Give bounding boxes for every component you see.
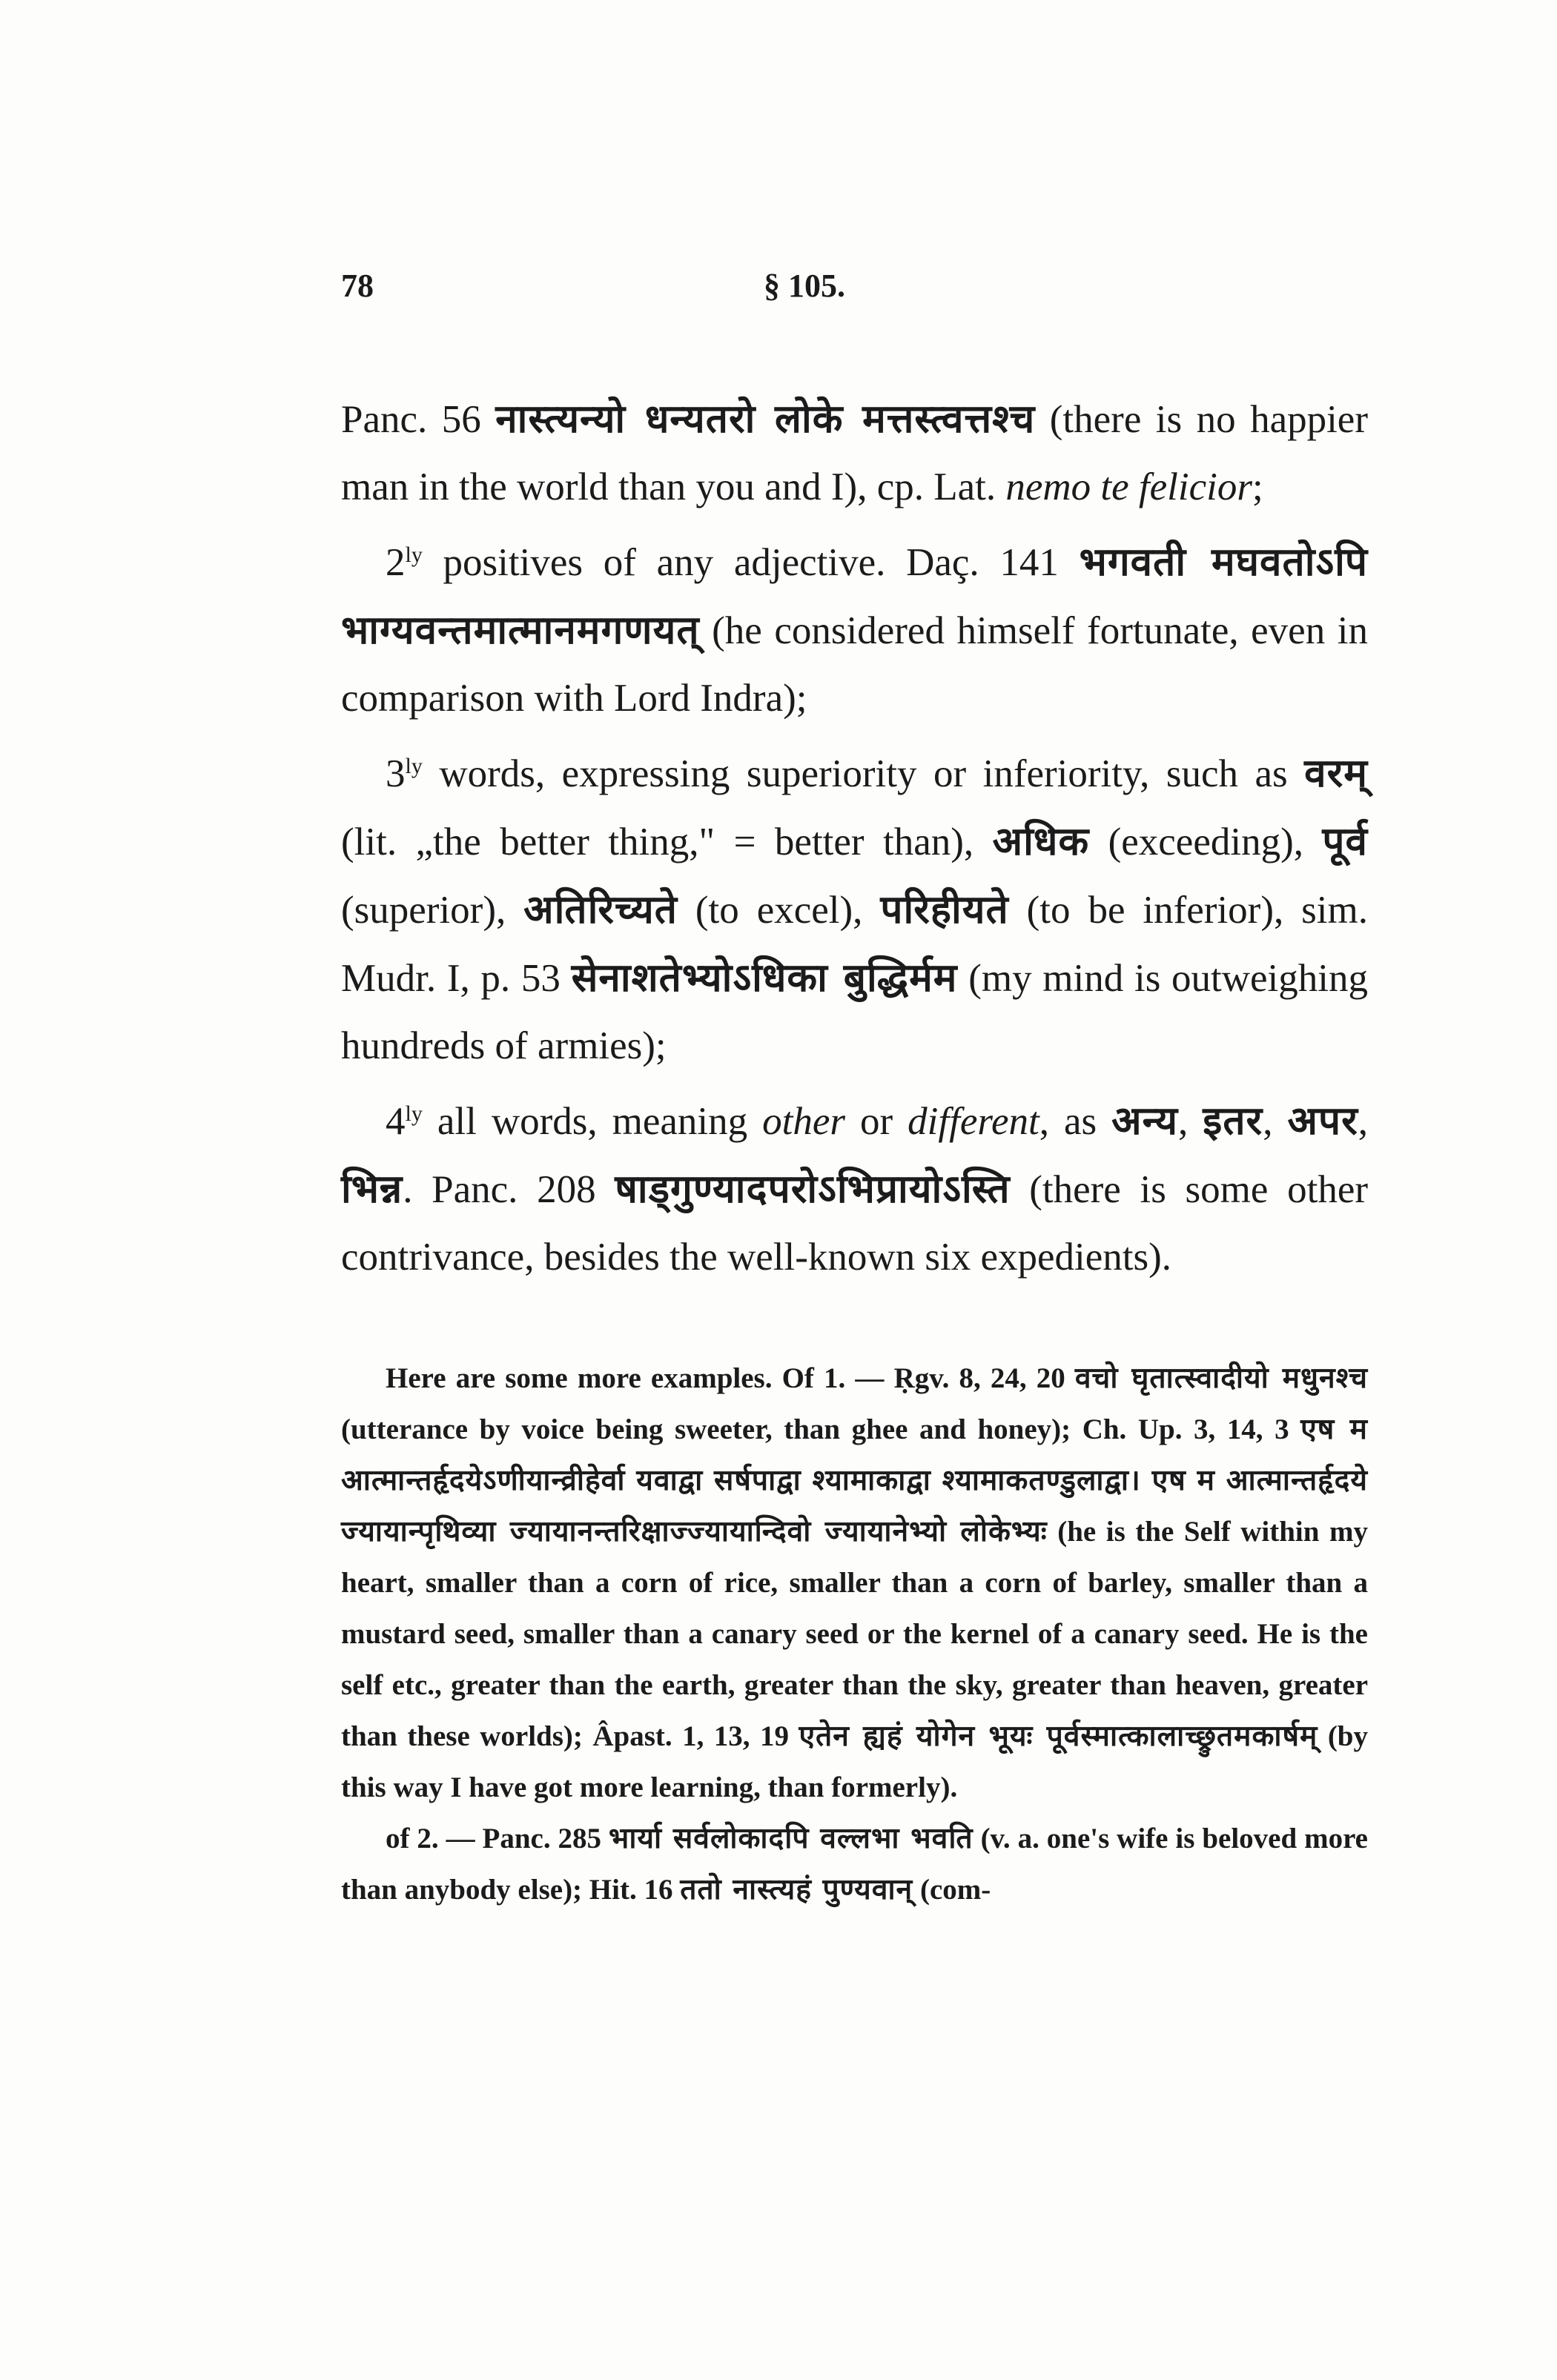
sanskrit-text: वचो घृतात्स्वादीयो मधुनश्च bbox=[1074, 1362, 1368, 1395]
text-run: words, expressing superiority or inferiority, such as bbox=[422, 752, 1305, 795]
italic-text: different bbox=[908, 1100, 1039, 1143]
text-run: positives of any adjective. Daç. 141 bbox=[422, 541, 1080, 584]
page-header bbox=[341, 267, 1364, 311]
ordinal-suffix: ly bbox=[405, 754, 423, 778]
text-run: (he is the Self within my heart, smaller than a corn of rice, smaller than a corn of barley, smaller than a mustard seed, smaller than a canary seed or the kernel of a canary seed. He is the self etc., greater than the earth, greater than the sky, greater than heaven, greater than these worlds); Âpast. 1, 13, 19 bbox=[341, 1516, 1368, 1752]
text-run: (superior), bbox=[341, 889, 524, 932]
paragraph bbox=[341, 732, 1368, 1080]
text-run: (he considered himself fortunate, even in comparison with Lord Indra); bbox=[341, 609, 1368, 720]
sanskrit-text: पूर्व bbox=[1322, 819, 1368, 864]
sanskrit-text: सेनाशतेभ्योऽधिका बुद्धिर्मम bbox=[571, 955, 958, 1001]
text-run: 4 bbox=[386, 1100, 406, 1143]
text-run: ; bbox=[1252, 465, 1263, 508]
paragraph bbox=[341, 1080, 1368, 1291]
footnote-examples-text bbox=[341, 1353, 1368, 1915]
text-run: . Panc. 208 bbox=[403, 1168, 615, 1211]
text-run: (to excel), bbox=[677, 889, 881, 932]
ordinal-suffix: ly bbox=[405, 1101, 423, 1126]
text-run: or bbox=[845, 1100, 908, 1143]
paragraph bbox=[341, 1353, 1368, 1813]
sanskrit-text: परिहीयते bbox=[880, 887, 1009, 932]
text-run: (to be inferior), sim. Mudr. I, p. 53 bbox=[341, 889, 1368, 1000]
text-run: (com- bbox=[913, 1874, 991, 1906]
text-run: , bbox=[1263, 1100, 1288, 1143]
text-run: , bbox=[1178, 1100, 1203, 1143]
text-run: Here are some more examples. Of 1. — Ṛgv. 8, 24, 20 bbox=[386, 1362, 1075, 1394]
paragraph bbox=[341, 521, 1368, 732]
text-run: of 2. — Panc. 285 bbox=[386, 1823, 609, 1854]
page-number: 78 bbox=[341, 268, 374, 304]
sanskrit-text: भिन्न bbox=[341, 1167, 403, 1212]
sanskrit-text: इतर bbox=[1203, 1098, 1263, 1144]
text-run: Panc. 56 bbox=[341, 398, 496, 441]
sanskrit-text: नास्त्यन्यो धन्यतरो लोके मत्तस्त्वत्तश्च bbox=[495, 397, 1036, 442]
text-run: (utterance by voice being sweeter, than ghee and honey); Ch. Up. 3, 14, 3 bbox=[341, 1413, 1301, 1445]
sanskrit-text: अधिक bbox=[992, 819, 1090, 864]
sanskrit-text: अतिरिच्यते bbox=[523, 887, 678, 932]
paragraph bbox=[341, 1813, 1368, 1915]
sanskrit-text: वरम् bbox=[1304, 751, 1368, 796]
text-run: (there is no happier man in the world than you and I), cp. Lat. bbox=[341, 398, 1368, 508]
ordinal-suffix: ly bbox=[405, 543, 423, 567]
text-run: (by this way I have got more learning, than formerly). bbox=[341, 1720, 1368, 1803]
text-run: (there is some other contrivance, besides the well-known six expedients). bbox=[341, 1168, 1368, 1279]
text-run: (exceeding), bbox=[1089, 821, 1323, 864]
text-run: (lit. „the better thing," = better than), bbox=[341, 821, 993, 864]
section-heading: § 105. bbox=[764, 268, 845, 304]
sanskrit-text: अपर bbox=[1287, 1098, 1358, 1144]
text-run: all words, meaning bbox=[422, 1100, 763, 1143]
text-run: , bbox=[1358, 1100, 1368, 1143]
sanskrit-text: षाड्गुण्यादपरोऽभिप्रायोऽस्ति bbox=[615, 1167, 1011, 1212]
sanskrit-text: एतेन ह्यहं योगेन भूयः पूर्वस्मात्कालाच्छ्रुतमकार्षम् bbox=[799, 1720, 1318, 1753]
sanskrit-text: एष म आत्मान्तर्हृदयेऽणीयान्व्रीहेर्वा यवाद्वा सर्षपाद्वा श्यामाकाद्वा श्यामाकतण्डुलाद्वा। एष म आत्मान्तर्हृदये ज्यायान्पृथिव्या ज्यायानन्तरिक्षाज्ज्यायान्दिवो ज्यायानेभ्यो लोकेभ्यः bbox=[341, 1413, 1368, 1548]
sanskrit-text: भार्या सर्वलोकादपि वल्लभा भवति bbox=[608, 1822, 973, 1855]
text-run: (v. a. one's wife is beloved more than anybody else); Hit. 16 bbox=[341, 1823, 1368, 1906]
text-run: (my mind is outweighing hundreds of armies); bbox=[341, 957, 1369, 1067]
italic-text: nemo te felicior bbox=[1005, 465, 1252, 508]
text-run: 3 bbox=[386, 752, 406, 795]
italic-text: other bbox=[762, 1100, 845, 1143]
sanskrit-text: भगवती मघवतोऽपि भाग्यवन्तमात्मानमगणयत् bbox=[341, 540, 1369, 653]
sanskrit-text: अन्य bbox=[1111, 1098, 1179, 1144]
main-text bbox=[341, 385, 1368, 1291]
text-run: , as bbox=[1039, 1100, 1112, 1143]
text-run: 2 bbox=[386, 541, 406, 584]
sanskrit-text: ततो नास्त्यहं पुण्यवान् bbox=[680, 1873, 913, 1906]
paragraph bbox=[341, 385, 1368, 521]
